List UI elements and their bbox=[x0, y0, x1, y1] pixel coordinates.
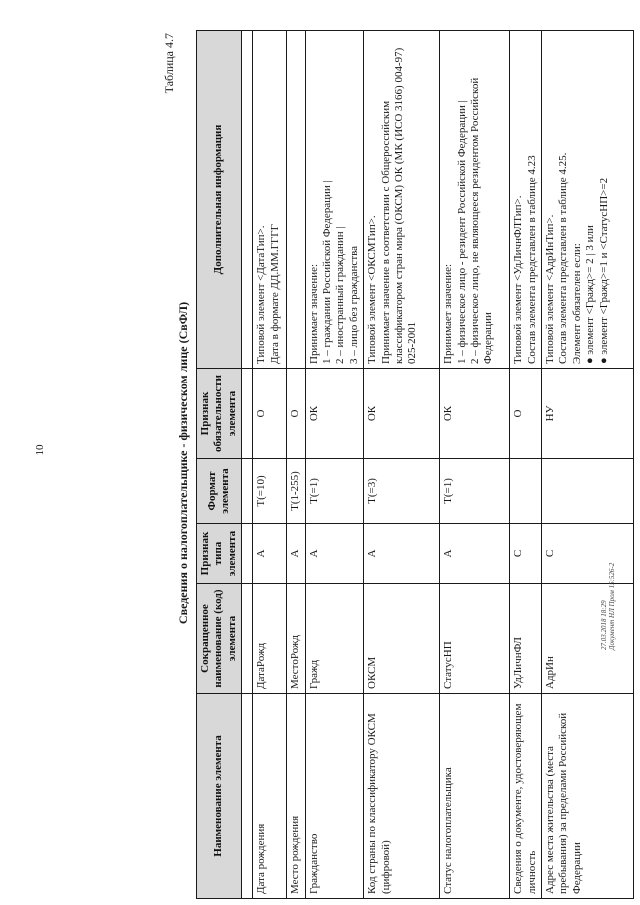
cell-code: МестоРожд bbox=[287, 584, 305, 694]
cell-type: А bbox=[364, 524, 440, 584]
header-name: Наименование элемента bbox=[197, 694, 242, 899]
info-line: Типовой элемент <ДатаТип>. bbox=[255, 225, 268, 364]
cell-type: С bbox=[542, 524, 634, 584]
header-info: Дополнительная информация bbox=[197, 31, 242, 369]
info-line: Дата в формате ДД.ММ.ГГГГ bbox=[268, 223, 281, 364]
table-subheader-row bbox=[242, 31, 253, 899]
page-number: 10 bbox=[34, 444, 46, 456]
cell-format: T(1-255) bbox=[287, 459, 305, 524]
cell-type: С bbox=[510, 524, 542, 584]
header-required: Признак обязательности элемента bbox=[197, 369, 242, 459]
cell-required: ОК bbox=[364, 369, 440, 459]
rotated-document-page bbox=[154, 23, 634, 903]
cell-info bbox=[253, 31, 287, 369]
cell-format: T(=10) bbox=[253, 459, 287, 524]
info-line: Состав элемента представлен в таблице 4.23 bbox=[525, 155, 538, 364]
cell-code: ОКСМ bbox=[364, 584, 440, 694]
cell-info bbox=[287, 31, 305, 369]
info-line: Состав элемента представлен в таблице 4.25. bbox=[557, 152, 570, 364]
cell-code: ДатаРожд bbox=[253, 584, 287, 694]
cell-info bbox=[440, 31, 510, 369]
cell-name: Дата рождения bbox=[253, 694, 287, 899]
table-row bbox=[510, 31, 542, 899]
table-caption: Сведения о налогоплательщике - физическом лице (СвФЛ) bbox=[176, 301, 190, 625]
cell-type: А bbox=[440, 524, 510, 584]
cell-required: О bbox=[287, 369, 305, 459]
cell-required: О bbox=[510, 369, 542, 459]
table-row bbox=[542, 31, 634, 899]
table-row bbox=[440, 31, 510, 899]
cell-info bbox=[364, 31, 440, 369]
info-line: 1 – физическое лицо - резидент Российской Федерации | bbox=[455, 100, 468, 364]
header-type: Признак типа элемента bbox=[197, 524, 242, 584]
header-code: Сокращенное наименование (код) элемента bbox=[197, 584, 242, 694]
cell-required: НУ bbox=[542, 369, 634, 459]
table-row bbox=[287, 31, 305, 899]
cell-info bbox=[542, 31, 634, 369]
table-header-row bbox=[197, 31, 242, 899]
info-line: Принимает значение: bbox=[442, 263, 455, 364]
table-label: Таблица 4.7 bbox=[162, 33, 176, 94]
cell-type: А bbox=[253, 524, 287, 584]
info-line: 1 – граждании Российской Федерации | bbox=[321, 180, 334, 364]
cell-info bbox=[305, 31, 364, 369]
document-stamp bbox=[600, 500, 616, 650]
cell-format bbox=[510, 459, 542, 524]
info-line: 3 – лицо без гражданства bbox=[347, 245, 360, 364]
cell-name: Сведения о документе, удостоверяющем личность bbox=[510, 694, 542, 899]
cell-format: T(=3) bbox=[364, 459, 440, 524]
info-line: Типовой элемент <ОКСМТип>. bbox=[366, 215, 379, 364]
info-line: 2 – иностранный гражданин | bbox=[334, 226, 347, 364]
cell-code: СтатусНП bbox=[440, 584, 510, 694]
header-format: Формат элемента bbox=[197, 459, 242, 524]
cell-format: T(=1) bbox=[305, 459, 364, 524]
info-line: ● элемент <Гражд>= 2 | 3 или bbox=[584, 225, 597, 364]
table-row bbox=[364, 31, 440, 899]
info-line: Принимает значение: bbox=[307, 263, 320, 364]
cell-required: ОК bbox=[305, 369, 364, 459]
info-line: 2 – физическое лицо, не являющееся резидентом Российской Федерации bbox=[469, 77, 495, 364]
cell-code: АдрИн bbox=[542, 584, 634, 694]
cell-type: А bbox=[305, 524, 364, 584]
stamp-doc: Документ НЛ Пром 15:526-2 bbox=[608, 562, 616, 650]
cell-required: О bbox=[253, 369, 287, 459]
info-line: Типовой элемент <АдрИнТип>. bbox=[544, 214, 557, 364]
info-line: Элемент обязателен если: bbox=[570, 243, 583, 364]
cell-info bbox=[510, 31, 542, 369]
info-line: Принимает значение в соответствии с Общероссийским классификатором стран мира (ОКСМ) ОК (МК (ИСО 3166) 004-97) 025-2001 bbox=[379, 47, 419, 364]
cell-name: Место рождения bbox=[287, 694, 305, 899]
stamp-date: 27.03.2018 18:29 bbox=[600, 600, 608, 650]
info-line: Типовой элемент <УдЛичнФЛТип>. bbox=[512, 195, 525, 364]
elements-table bbox=[196, 30, 634, 899]
cell-format: T(=1) bbox=[440, 459, 510, 524]
cell-code: УдЛичнФЛ bbox=[510, 584, 542, 694]
cell-required: ОК bbox=[440, 369, 510, 459]
cell-name: Гражданство bbox=[305, 694, 364, 899]
cell-code: Гражд bbox=[305, 584, 364, 694]
table-row bbox=[253, 31, 287, 899]
cell-format bbox=[542, 459, 634, 524]
info-line: ● элемент <Гражд>=1 и <СтатусНП>=2 bbox=[597, 177, 610, 364]
cell-name: Адрес места жительства (места пребывания) за пределами Российской Федерации bbox=[542, 694, 634, 899]
cell-name: Статус налогоплательщика bbox=[440, 694, 510, 899]
cell-name: Код страны по классификатору ОКСМ (цифровой) bbox=[364, 694, 440, 899]
table-row bbox=[305, 31, 364, 899]
cell-type: А bbox=[287, 524, 305, 584]
